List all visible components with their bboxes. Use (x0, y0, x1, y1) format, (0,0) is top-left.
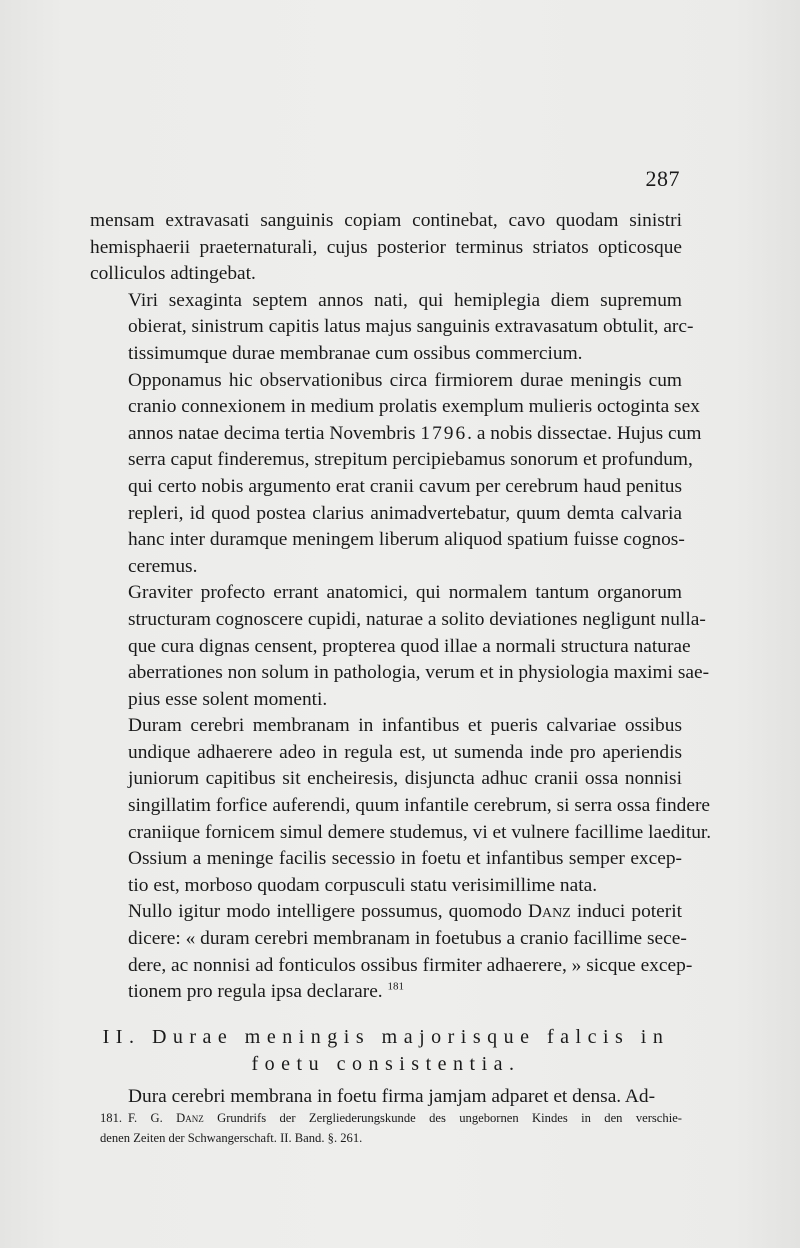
text-line: juniorum capitibus sit encheiresis, disjuncta adhuc cranii ossa nonnisi (128, 768, 682, 790)
text-line: Dura cerebri membrana in foetu firma jamjam adparet et densa. Ad- (128, 1085, 656, 1107)
text-line: pius esse solent momenti. (128, 688, 328, 710)
text-line: hanc inter duramque meningem liberum aliquod spatium fuisse cognos- (128, 529, 685, 551)
section-heading-line-1: II. Durae meningis majorisque falcis in (102, 1025, 670, 1048)
footnote-line-1 (100, 1108, 682, 1128)
paragraph (90, 368, 702, 581)
paragraph (90, 208, 682, 288)
text-line: hemisphaerii praeternaturali, cujus posterior terminus striatos opticosque (90, 236, 682, 258)
footnote-author: F. G. Danz (128, 1111, 204, 1125)
text-line: serra caput finderemus, strepitum percipiebamus sonorum et profundum, (128, 449, 693, 471)
text-line: tio est, morboso quodam corpusculi statu verisimillime nata. (128, 874, 598, 896)
text-line: dicere: « duram cerebri membranam in foetubus a cranio facillime sece- (128, 928, 687, 950)
paragraph (90, 846, 682, 899)
text-line: que cura dignas censent, propterea quod illae a normali structura naturae (128, 635, 691, 657)
text-line: Opponamus hic observationibus circa firmiorem durae meningis cum (128, 369, 682, 391)
text-line: Duram cerebri membranam in infantibus et pueris calvariae ossibus (128, 715, 682, 737)
paragraph (90, 580, 710, 713)
paragraph-after-heading (90, 1084, 682, 1111)
text-line: colliculos adtingebat. (90, 263, 256, 285)
section-heading-line-2: foetu consistentia. (251, 1052, 521, 1075)
footnote-marker: 181. (100, 1111, 123, 1125)
text-line: tissimumque durae membranae cum ossibus commercium. (128, 342, 583, 364)
author-name: Danz (527, 901, 571, 923)
text-line: tionem pro regula ipsa declarare. $^{181}$ (128, 980, 405, 1003)
page-number: 287 (645, 166, 680, 191)
text-line: Graviter profecto errant anatomici, qui normalem tantum organorum (128, 582, 682, 604)
footnote-text: Grundrifs der Zergliederungskunde des ungebornen Kindes in den verschie- (217, 1111, 682, 1125)
text-line: craniique fornicem simul demere studemus, vi et vulnere facillime laeditur. (128, 821, 712, 843)
text-line: qui certo nobis argumento erat cranii cavum per cerebrum haud penitus (128, 475, 682, 497)
footnote-reference: 181 (387, 980, 405, 993)
text-line: annos natae decima tertia Novembris 1796. a nobis dissectae. Hujus cum (128, 422, 702, 444)
text-line: aberrationes non solum in pathologia, verum et in physiologia maximi sae- (128, 662, 710, 684)
date-year: 1796 (420, 422, 468, 444)
footnote (100, 1108, 682, 1148)
footnote-line-2: denen Zeiten der Schwangerschaft. II. Band. §. 261. (100, 1131, 363, 1145)
text-line: undique adhaerere adeo in regula est, ut sumenda inde pro aperiendis (128, 741, 682, 763)
paragraph (90, 713, 712, 846)
text-line: mensam extravasati sanguinis copiam continebat, cavo quodam sinistri (90, 210, 682, 231)
main-text (90, 208, 712, 1110)
paragraph-list (90, 208, 712, 1006)
section-heading (90, 1024, 682, 1078)
text-line: cranio connexionem in medium prolatis exemplum mulieris octoginta sex (128, 396, 700, 418)
text-line: structuram cognoscere cupidi, naturae a solito deviationes negligunt nulla- (128, 608, 706, 630)
text-line: obierat, sinistrum capitis latus majus sanguinis extravasatum obtulit, arc- (128, 316, 694, 338)
text-line: singillatim forfice auferendi, quum infantile cerebrum, si serra ossa findere (128, 795, 711, 817)
paragraph (90, 899, 693, 1005)
text-line: ceremus. (128, 555, 198, 577)
paragraph (90, 288, 694, 368)
text-line: repleri, id quod postea clarius animadvertebatur, quum demta calvaria (128, 502, 682, 524)
paragraph (90, 1084, 682, 1111)
text-line: Nullo igitur modo intelligere possumus, quomodo Danz induci poterit (128, 901, 682, 923)
text-line: Viri sexaginta septem annos nati, qui hemiplegia diem supremum (128, 289, 682, 311)
text-line: Ossium a meninge facilis secessio in foetu et infantibus semper excep- (128, 848, 682, 870)
text-line: dere, ac nonnisi ad fonticulos ossibus firmiter adhaerere, » sicque excep- (128, 954, 693, 976)
